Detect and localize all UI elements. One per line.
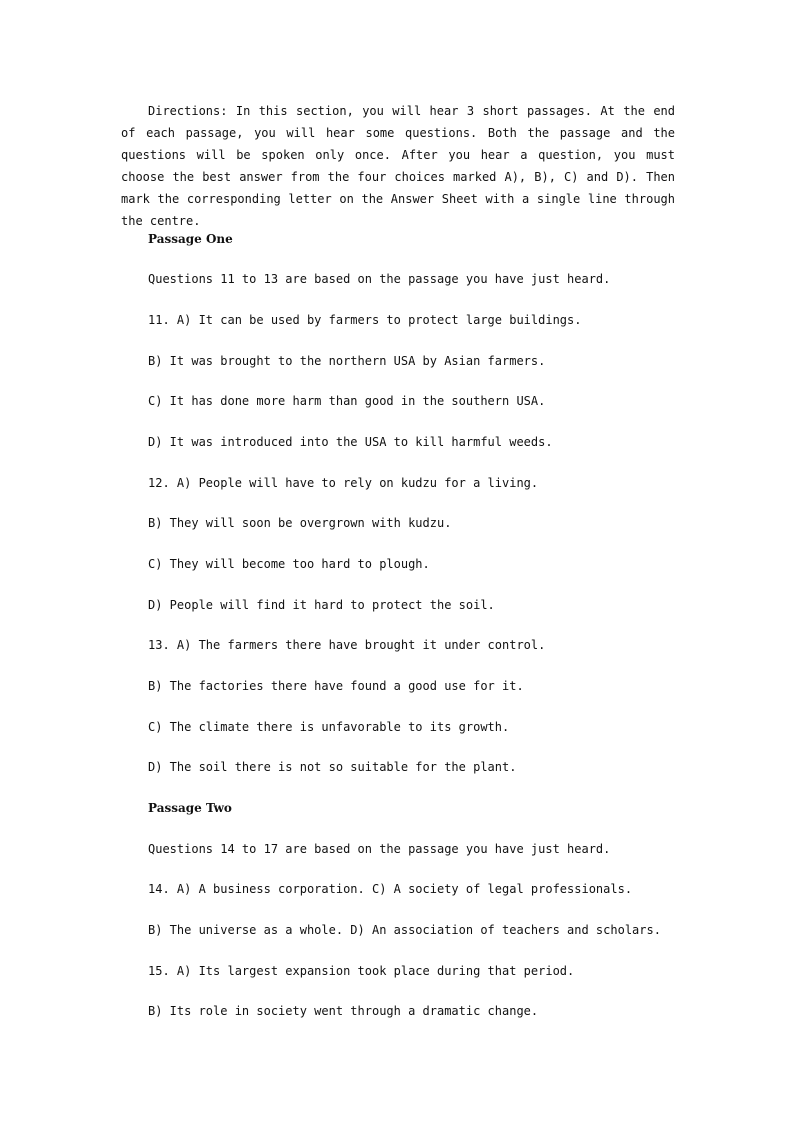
question-14-options-b-d: B) The universe as a whole. D) An association of teachers and scholars. xyxy=(148,923,661,937)
question-12-option-b: B) They will soon be overgrown with kudzu. xyxy=(148,516,452,530)
question-15-option-b: B) Its role in society went through a dramatic change. xyxy=(148,1004,539,1018)
directions-paragraph: Directions: In this section, you will hear 3 short passages. At the end of each passage, you will hear some questions. Both the passage and the questions will be spoken only once. After you hear a question, you must choose the best answer from the four choices marked A), B), C) and D). Then mark the corresponding letter on the Answer Sheet with a single line through the centre. xyxy=(121,104,675,228)
question-11-option-d: D) It was introduced into the USA to kill harmful weeds. xyxy=(148,435,553,449)
question-11-option-a: 11. A) It can be used by farmers to protect large buildings. xyxy=(148,313,582,327)
passage-two-heading: Passage Two xyxy=(148,801,232,815)
question-12-option-a: 12. A) People will have to rely on kudzu for a living. xyxy=(148,476,539,490)
question-13-option-d: D) The soil there is not so suitable for the plant. xyxy=(148,760,517,774)
question-15-option-a: 15. A) Its largest expansion took place during that period. xyxy=(148,964,575,978)
question-14-options-a-c: 14. A) A business corporation. C) A society of legal professionals. xyxy=(148,882,633,896)
question-11-option-c: C) It has done more harm than good in the southern USA. xyxy=(148,394,546,408)
question-13-option-c: C) The climate there is unfavorable to its growth. xyxy=(148,720,510,734)
question-12-option-c: C) They will become too hard to plough. xyxy=(148,557,430,571)
question-13-option-a: 13. A) The farmers there have brought it under control. xyxy=(148,638,546,652)
passage-two-intro: Questions 14 to 17 are based on the passage you have just heard. xyxy=(148,842,611,856)
passage-one-intro: Questions 11 to 13 are based on the passage you have just heard. xyxy=(148,272,611,286)
question-11-option-b: B) It was brought to the northern USA by Asian farmers. xyxy=(148,354,546,368)
question-12-option-d: D) People will find it hard to protect the soil. xyxy=(148,598,495,612)
question-13-option-b: B) The factories there have found a good use for it. xyxy=(148,679,524,693)
passage-one-heading: Passage One xyxy=(148,232,233,246)
